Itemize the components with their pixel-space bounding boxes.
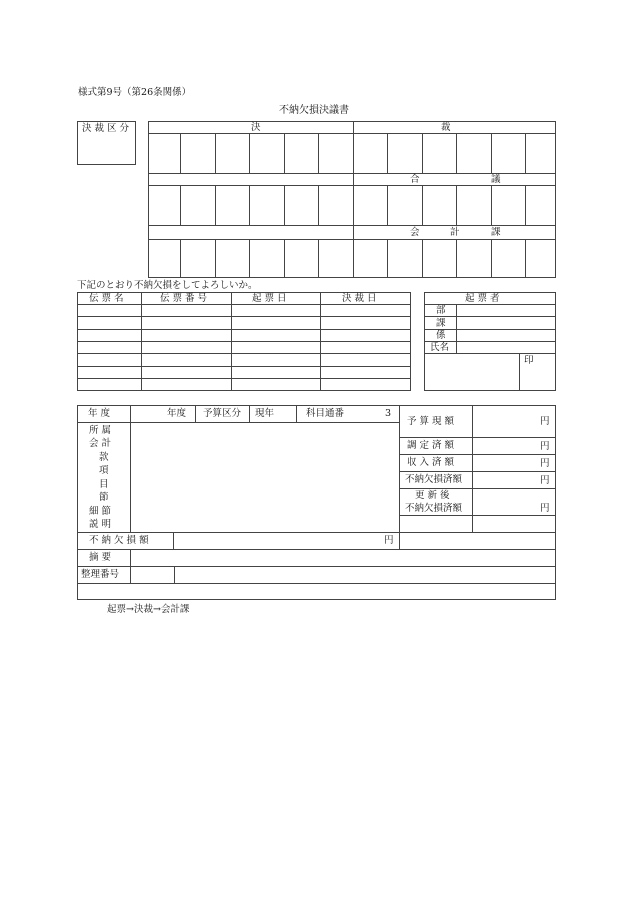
decision-label-2: 裁 xyxy=(441,122,451,133)
decision-label-1: 決 xyxy=(251,122,261,133)
consultation-label-2: 議 xyxy=(491,174,501,185)
assessed-amount-label: 調 定 済 額 xyxy=(407,440,455,451)
section-kan-label: 款 xyxy=(99,452,109,463)
item-kou-label: 項 xyxy=(99,465,109,476)
writeoff-done-unit: 円 xyxy=(540,475,550,486)
budget-category-value: 現年 xyxy=(255,408,275,419)
received-amount-unit: 円 xyxy=(540,458,550,469)
budget-current-unit: 円 xyxy=(540,416,550,427)
writeoff-done-label: 不納欠損済額 xyxy=(405,474,463,485)
request-statement: 下記のとおり不納欠損をしてよろしいか。 xyxy=(77,280,258,291)
summary-label: 摘 要 xyxy=(89,552,112,563)
routing-note: 起票→決裁→会計課 xyxy=(107,604,190,615)
updated-label-top: 更 新 後 xyxy=(415,490,450,501)
fiscal-year-unit: 年度 xyxy=(167,408,187,419)
account-number-label: 科目通番 xyxy=(306,408,345,419)
budget-current-label: 予 算 現 額 xyxy=(407,416,455,427)
budget-category-label: 予算区分 xyxy=(203,408,242,419)
accounting-label-3: 課 xyxy=(491,227,501,238)
item-moku-label: 目 xyxy=(99,479,109,490)
fiscal-year-label: 年 度 xyxy=(88,408,111,419)
main-table xyxy=(77,405,556,600)
seal-mark: 印 xyxy=(524,355,534,366)
drafter-section-label: 課 xyxy=(436,318,446,329)
updated-writeoff-label: 不納欠損済額 xyxy=(405,503,463,514)
drafter-header: 起 票 者 xyxy=(465,293,500,304)
decision-date-header: 決 裁 日 xyxy=(342,293,377,304)
approval-grid xyxy=(148,121,556,278)
reference-number-label: 整理番号 xyxy=(81,569,120,580)
drafter-unit-label: 係 xyxy=(436,330,446,341)
sub-item-label: 細 節 xyxy=(89,506,112,517)
form-number: 様式第9号（第26条関係） xyxy=(78,87,192,98)
updated-writeoff-unit: 円 xyxy=(540,503,550,514)
received-amount-label: 収 入 済 額 xyxy=(407,457,455,468)
affiliation-label: 所 属 xyxy=(89,425,112,436)
accounting-label: 会 計 xyxy=(89,438,112,449)
item-setsu-label: 節 xyxy=(99,492,109,503)
drafter-dept-label: 部 xyxy=(436,305,446,316)
account-number-value: 3 xyxy=(385,408,392,419)
writeoff-amount-label: 不 納 欠 損 額 xyxy=(89,535,149,546)
voucher-name-header: 伝 票 名 xyxy=(89,293,124,304)
drafter-name-label: 氏名 xyxy=(430,342,450,353)
issue-date-header: 起 票 日 xyxy=(252,293,287,304)
page-title: 不納欠損決議書 xyxy=(279,105,349,116)
description-label: 説 明 xyxy=(89,519,112,530)
approval-category-label: 決 裁 区 分 xyxy=(82,123,130,134)
accounting-label-1: 会 xyxy=(410,227,420,238)
consultation-label-1: 合 xyxy=(410,174,420,185)
writeoff-amount-unit: 円 xyxy=(384,535,394,546)
voucher-number-header: 伝 票 番 号 xyxy=(160,293,208,304)
assessed-amount-unit: 円 xyxy=(540,441,550,452)
accounting-label-2: 計 xyxy=(450,227,460,238)
